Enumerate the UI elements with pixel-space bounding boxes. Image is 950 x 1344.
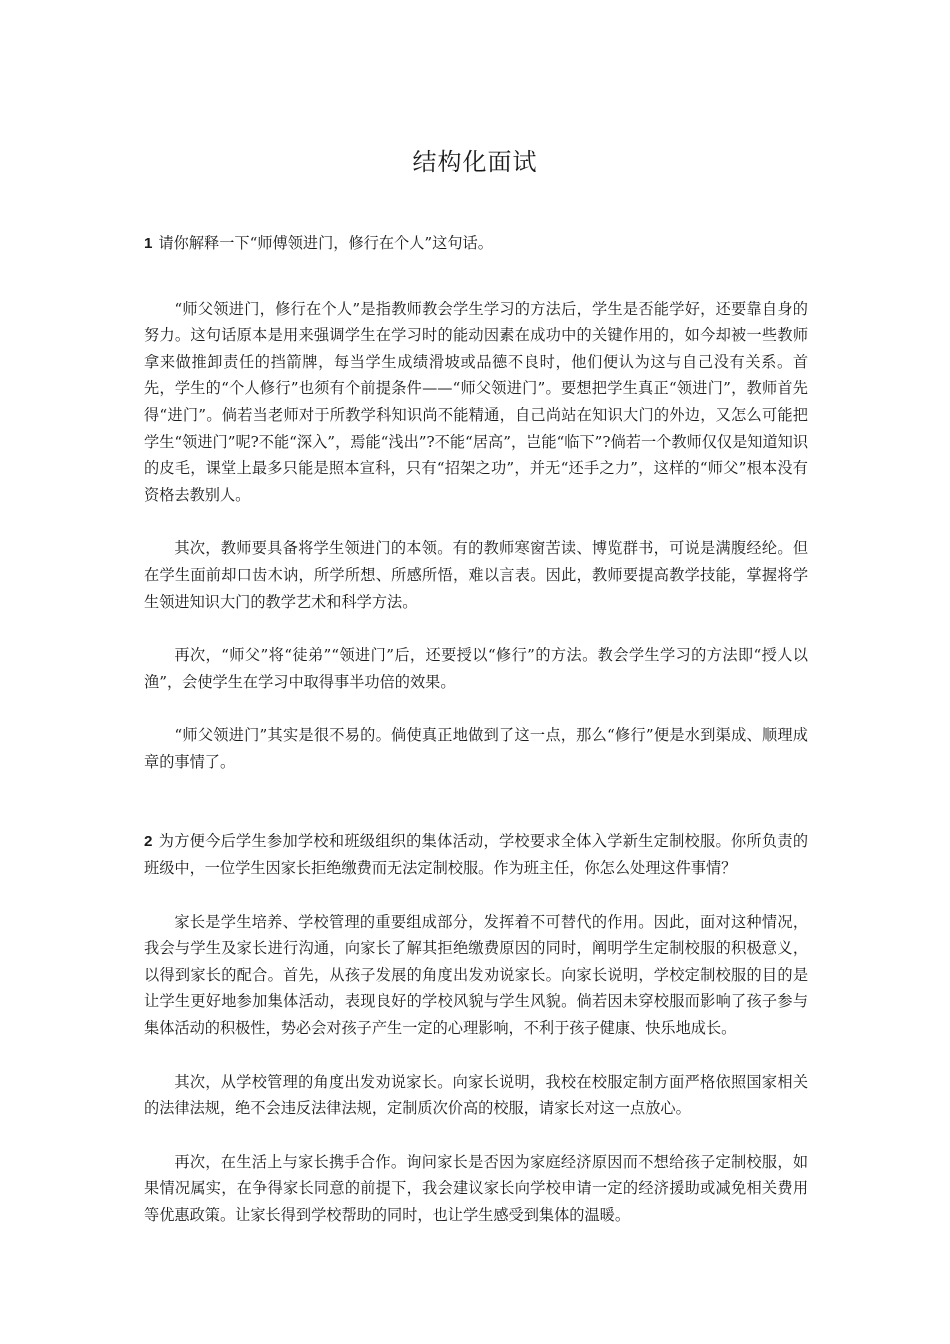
question-text: 为方便今后学生参加学校和班级组织的集体活动，学校要求全体入学新生定制校服。你所负责的班级中，一位学生因家长拒绝缴费而无法定制校服。作为班主任，你怎么处理这件事情？ xyxy=(144,831,808,878)
answer-paragraph: “师父领进门”其实是很不易的。倘使真正地做到了这一点，那么“修行”便是水到渠成、顺理成章的事情了。 xyxy=(144,726,808,771)
answer-paragraph: 其次，从学校管理的角度出发劝说家长。向家长说明，我校在校服定制方面严格依照国家相关的法律法规，绝不会违反法律法规，定制质次价高的校服，请家长对这一点放心。 xyxy=(144,1072,808,1118)
document-body xyxy=(144,230,808,1229)
answer-paragraph: 家长是学生培养、学校管理的重要组成部分，发挥着不可替代的作用。因此，面对这种情况，我会与学生及家长进行沟通，向家长了解其拒绝缴费原因的同时，阐明学生定制校服的积极意义，以得到家长的配合。首先，从孩子发展的角度出发劝说家长。向家长说明，学校定制校服的目的是让学生更好地参加集体活动，表现良好的学校风貌与学生风貌。倘若因未穿校服而影响了孩子参与集体活动的积极性，势必会对孩子产生一定的心理影响，不利于孩子健康、快乐地成长。 xyxy=(144,912,808,1038)
answer-paragraph: “师父领进门，修行在个人”是指教师教会学生学习的方法后，学生是否能学好，还要靠自身的努力。这句话原本是用来强调学生在学习时的能动因素在成功中的关键作用的，如今却被一些教师拿来做推卸责任的挡箭牌，每当学生成绩滑坡或品德不良时，他们便认为这与自己没有关系。首先，学生的“个人修行”也须有个前提条件——“师父领进门”。要想把学生真正“领进门”，教师首先得“进门”。倘若当老师对于所教学科知识尚不能精通，自己尚站在知识大门的外边，又怎么可能把学生“领进门”呢?不能“深入”，焉能“浅出”?不能“居高”，岂能“临下”?倘若一个教师仅仅是知道知识的皮毛，课堂上最多只能是照本宣科，只有“招架之功”，并无“还手之力”，这样的“师父”根本没有资格去教别人。 xyxy=(144,299,809,504)
question-section-2 xyxy=(144,828,808,1229)
answer-paragraph: 再次，“师父”将“徒弟”“领进门”后，还要授以“修行”的方法。教会学生学习的方法即“授人以渔”，会使学生在学习中取得事半功倍的效果。 xyxy=(144,646,808,691)
question-number: 2 xyxy=(144,832,153,850)
question-text: 请你解释一下“师傅领进门，修行在个人”这句话。 xyxy=(158,234,493,252)
document-title: 结构化面试 xyxy=(412,148,538,176)
answer-paragraph: 其次，教师要具备将学生领进门的本领。有的教师寒窗苦读、博览群书，可说是满腹经纶。但在学生面前却口齿木讷，所学所想、所感所悟，难以言表。因此，教师要提高教学技能，掌握将学生领进知识大门的教学艺术和科学方法。 xyxy=(144,539,808,611)
answer-paragraph: 再次，在生活上与家长携手合作。询问家长是否因为家庭经济原因而不想给孩子定制校服，如果情况属实，在争得家长同意的前提下，我会建议家长向学校申请一定的经济援助或减免相关费用等优惠政策。让家长得到学校帮助的同时，也让学生感受到集体的温暖。 xyxy=(144,1152,808,1225)
question-2-heading xyxy=(144,828,808,882)
question-number: 1 xyxy=(144,235,153,252)
question-1-heading xyxy=(144,230,808,258)
question-section-1 xyxy=(144,230,808,776)
